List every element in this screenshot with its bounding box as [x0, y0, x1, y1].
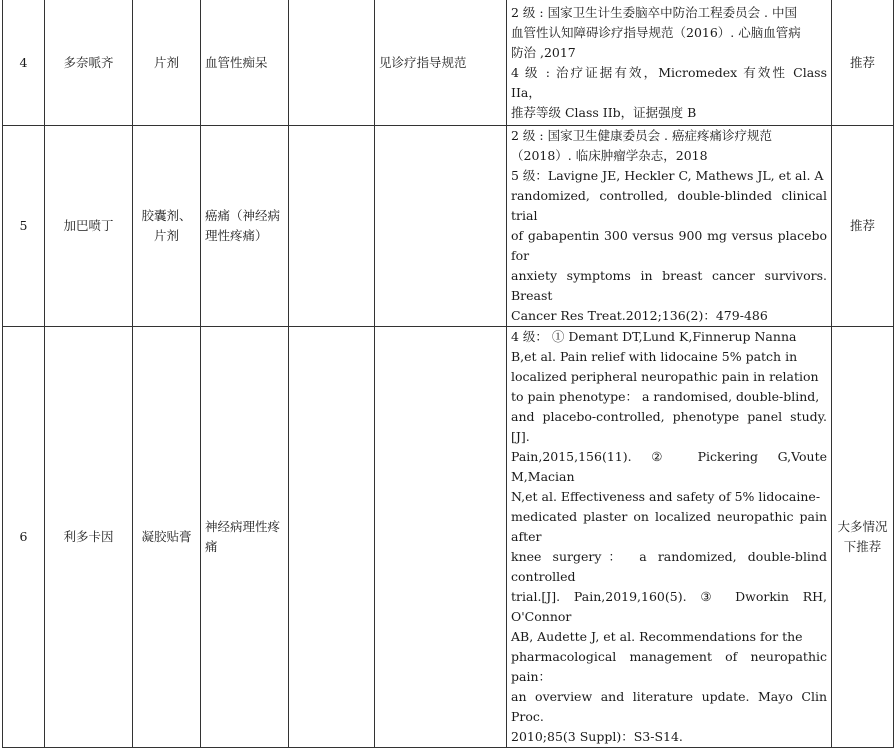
indication: 癌痛（神经病理性疼痛）: [201, 126, 289, 327]
row-number: 5: [3, 126, 45, 327]
row-number: 6: [3, 327, 45, 748]
empty-cell: [289, 327, 375, 748]
drug-name: 多奈哌齐: [45, 0, 133, 126]
evidence-line: 4 级 : 治疗证据有效，Micromedex 有效性 Class IIa，: [511, 64, 827, 100]
evidence-line: 2 级 : 国家卫生计生委脑卒中防治工程委员会 . 中国: [511, 4, 798, 20]
evidence-line: AB, Audette J, et al. Recommendations for the: [511, 629, 803, 644]
evidence-line: 2010;85(3 Suppl)：S3-S14.: [511, 729, 683, 744]
evidence-line: and placebo-controlled, phenotype panel study.[J].: [511, 409, 827, 444]
table-row: [3, 126, 894, 327]
recommendation: 大多情况下推荐: [832, 327, 894, 748]
basis: [375, 327, 507, 748]
evidence-line: to pain phenotype： a randomised, double-blind,: [511, 389, 820, 404]
evidence-line: Pain,2015,156(11). ② Pickering G,Voute M,Macian: [511, 449, 827, 484]
evidence-line: anxiety symptoms in breast cancer survivors. Breast: [511, 268, 827, 303]
recommendation: 推荐: [832, 126, 894, 327]
basis: 见诊疗指导规范: [375, 0, 507, 126]
dosage-form: 胶囊剂、片剂: [133, 126, 201, 327]
evidence-line: 5 级：Lavigne JE, Heckler C, Mathews JL, et al. A: [511, 168, 824, 183]
table-row: [3, 327, 894, 748]
evidence-line: pharmacological management of neuropathic pain：: [511, 649, 827, 684]
empty-cell: [289, 0, 375, 126]
evidence-line: B,et al. Pain relief with lidocaine 5% patch in: [511, 349, 798, 364]
evidence-line: 血管性认知障碍诊疗指导规范（2016）. 心脑血管病: [511, 24, 801, 40]
dosage-form: 凝胶贴膏: [133, 327, 201, 748]
evidence-line: Cancer Res Treat.2012;136(2)：479-486: [511, 308, 768, 323]
drug-name: 加巴喷丁: [45, 126, 133, 327]
evidence-line: localized peripheral neuropathic pain in relation: [511, 369, 819, 384]
evidence-line: 防治 ,2017: [511, 44, 576, 60]
row-number: 4: [3, 0, 45, 126]
evidence-line: 2 级 : 国家卫生健康委员会 . 癌症疼痛诊疗规范: [511, 128, 773, 143]
table-row: [3, 0, 894, 126]
drug-name: 利多卡因: [45, 327, 133, 748]
evidence: [507, 126, 832, 327]
evidence-line: of gabapentin 300 versus 900 mg versus placebo for: [511, 228, 827, 263]
indication: 血管性痴呆: [201, 0, 289, 126]
evidence-line: knee surgery： a randomized, double-blind controlled: [511, 549, 827, 584]
empty-cell: [289, 126, 375, 327]
indication: 神经病理性疼痛: [201, 327, 289, 748]
evidence-line: an overview and literature update. Mayo Clin Proc.: [511, 689, 827, 724]
evidence-line: （2018）. 临床肿瘤学杂志，2018: [511, 148, 708, 163]
basis: [375, 126, 507, 327]
evidence-line: trial.[J]. Pain,2019,160(5). ③ Dworkin RH, O'Connor: [511, 589, 827, 624]
drug-recommendation-table: [2, 0, 894, 748]
dosage-form: 片剂: [133, 0, 201, 126]
evidence-line: 推荐等级 Class IIb，证据强度 B: [511, 104, 697, 120]
recommendation: 推荐: [832, 0, 894, 126]
evidence-line: 4 级： ① Demant DT,Lund K,Finnerup Nanna: [511, 329, 797, 344]
evidence-line: randomized, controlled, double-blinded clinical trial: [511, 188, 827, 223]
evidence: [507, 0, 832, 126]
evidence-line: medicated plaster on localized neuropathic pain after: [511, 509, 827, 544]
evidence: [507, 327, 832, 748]
evidence-line: N,et al. Effectiveness and safety of 5% lidocaine-: [511, 489, 821, 504]
